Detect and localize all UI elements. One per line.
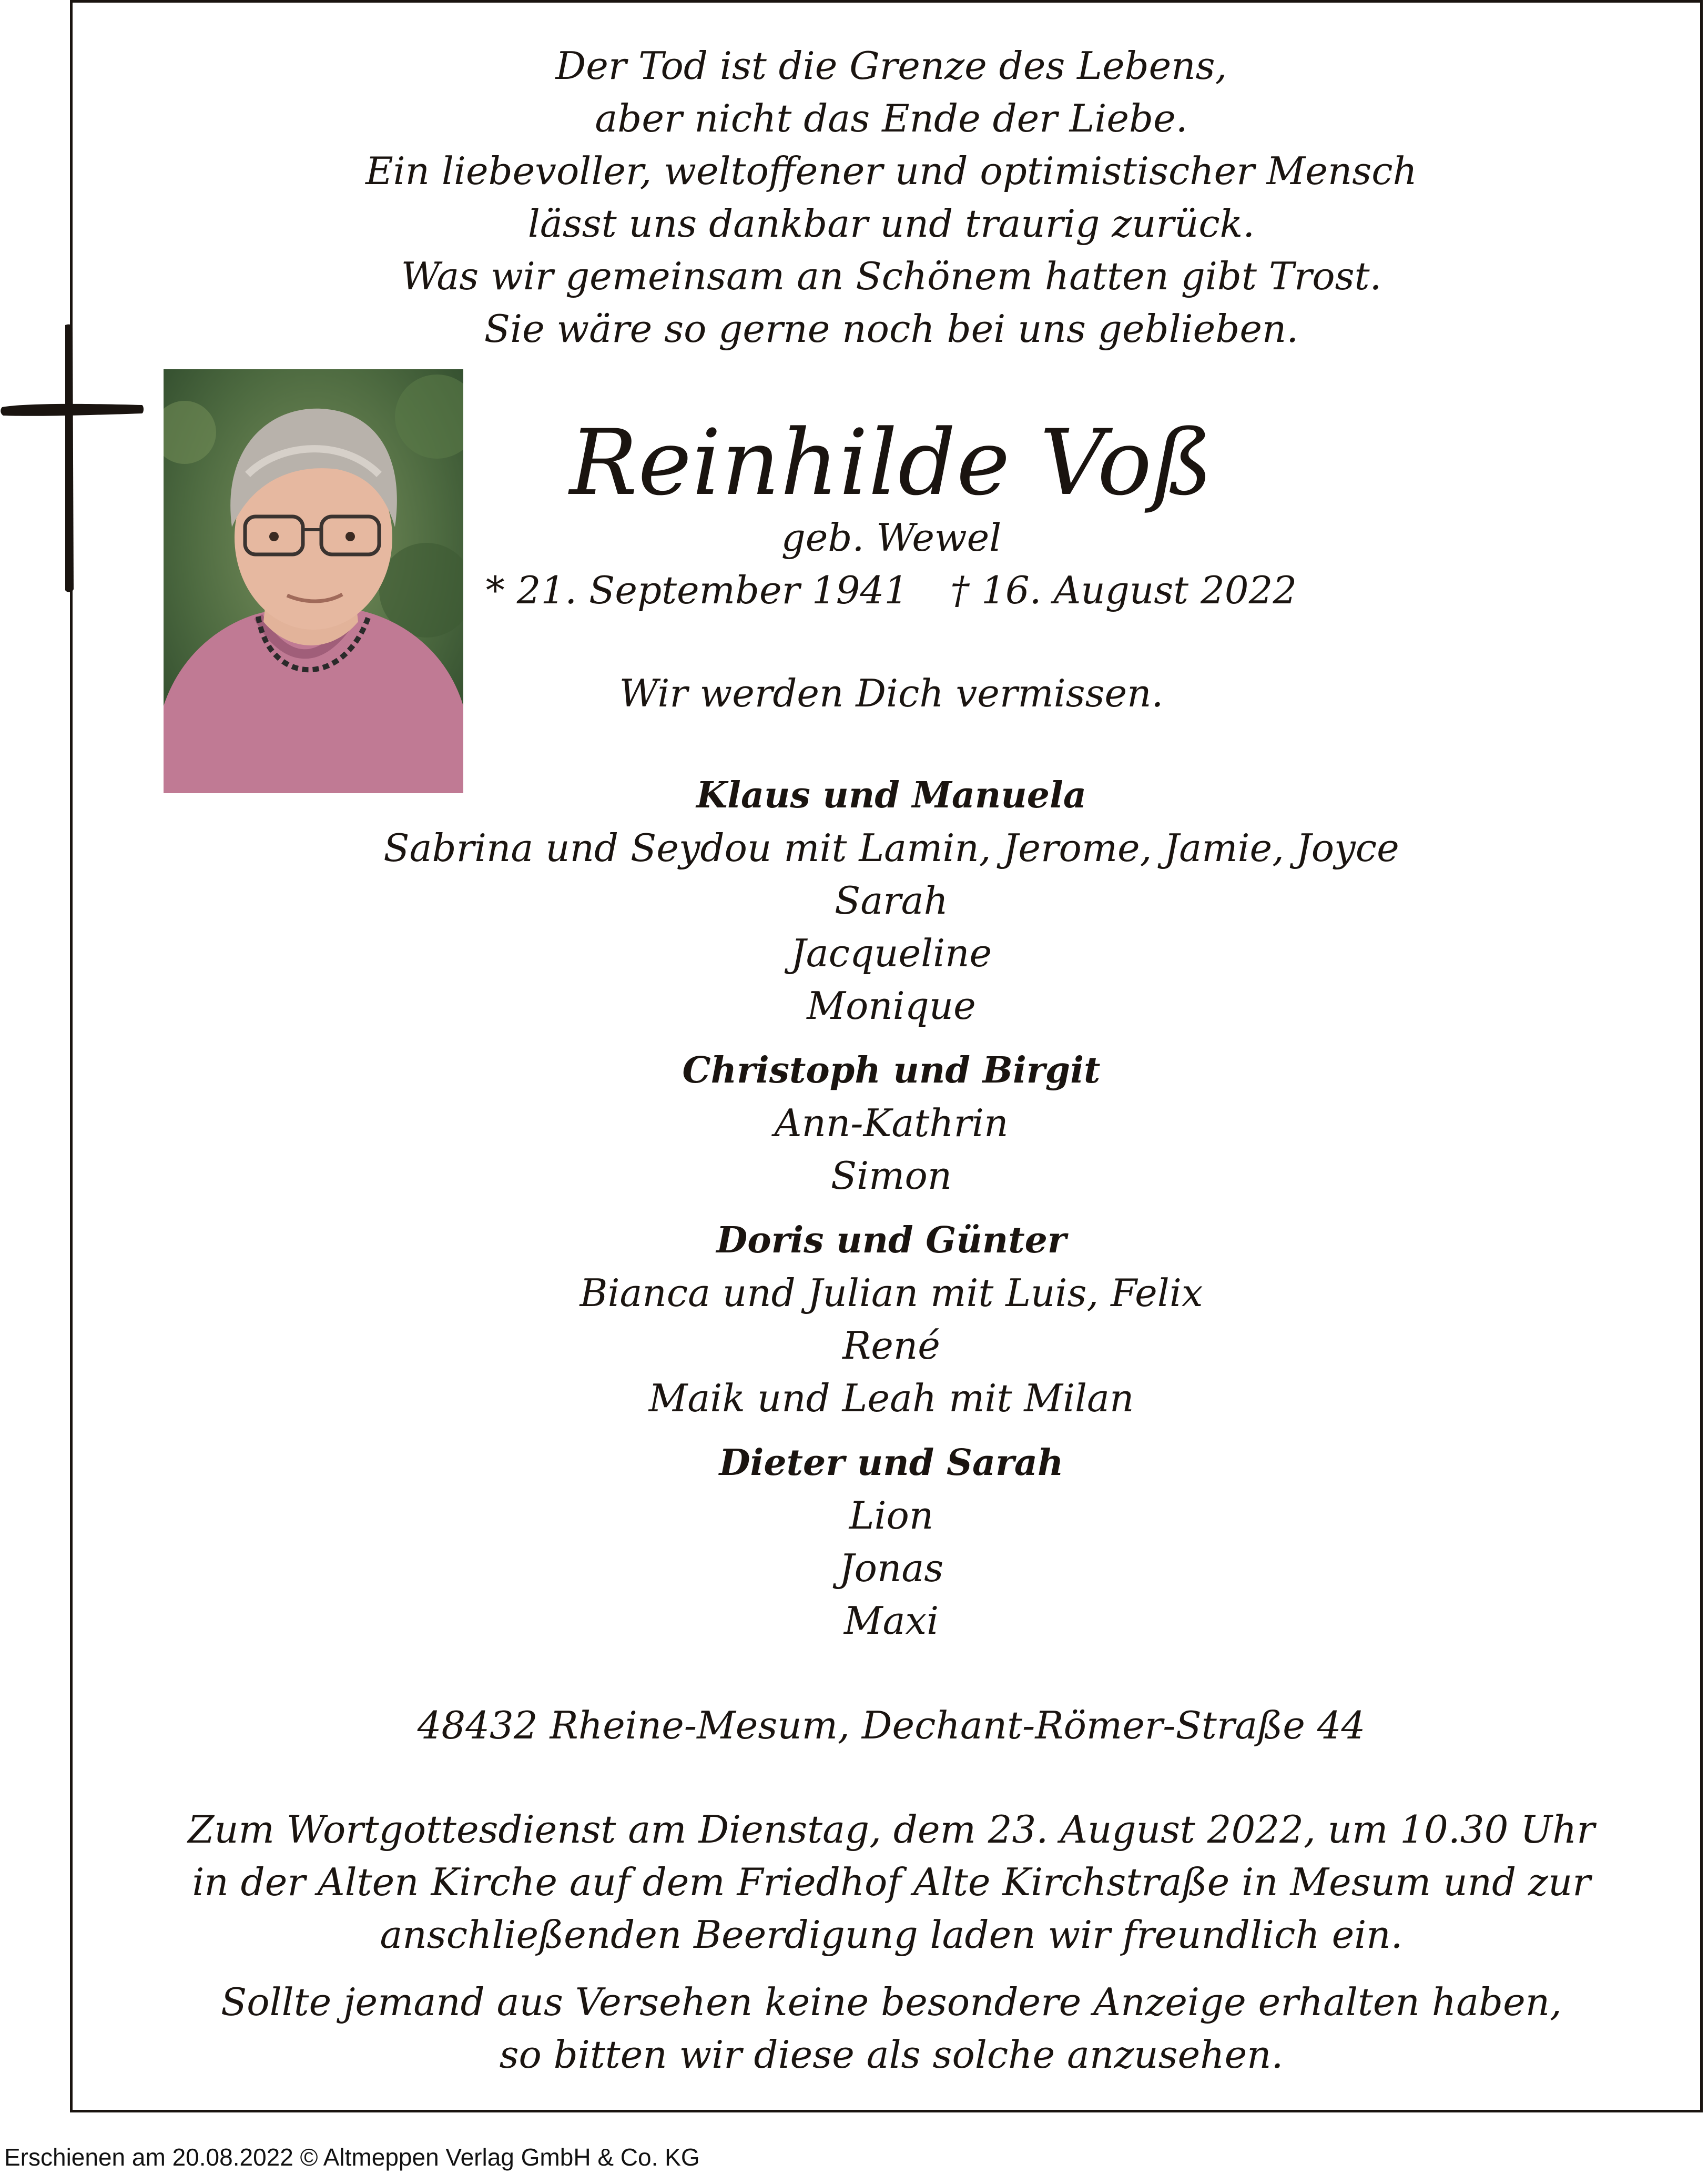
family-member: Jacqueline [790,931,992,975]
address: 48432 Rheine-Mesum, Dechant-Römer-Straße 44 [417,1703,1366,1747]
family-member: Maik und Leah mit Milan [648,1376,1134,1420]
family-member: Monique [807,984,976,1028]
death-date: † 16. August 2022 [950,568,1297,612]
service-line: in der Alten Kirche auf dem Friedhof Alte Kirchstraße in Mesum und zur [192,1860,1591,1904]
motto-line: Der Tod ist die Grenze des Lebens, [555,44,1227,88]
motto-line: Sie wäre so gerne noch bei uns geblieben. [484,307,1299,351]
life-dates [179,564,1604,616]
publication-credit: Erschienen am 20.08.2022 © Altmeppen Verlag GmbH & Co. KG [4,2143,700,2171]
cross-icon [0,316,145,600]
notice-line: so bitten wir diese als solche anzusehen. [499,2033,1284,2077]
family-member: René [842,1323,940,1368]
family-member: Ann-Kathrin [774,1101,1009,1145]
motto-line: Was wir gemeinsam an Schönem hatten gibt Trost. [401,254,1382,298]
obituary-text [179,0,1604,2104]
family-heads: Christoph und Birgit [682,1049,1101,1091]
service-line: Zum Wortgottesdienst am Dienstag, dem 23. August 2022, um 10.30 Uhr [188,1807,1595,1852]
deceased-name: Reinhilde Voß [569,410,1214,515]
family-heads: Doris und Günter [716,1219,1066,1261]
family-member: Jonas [839,1546,944,1590]
family-member: Simon [830,1154,952,1198]
family-member: Bianca und Julian mit Luis, Felix [580,1271,1203,1315]
birth-date: * 21. September 1941 [485,568,909,612]
family-member: Maxi [843,1599,939,1643]
notice-line: Sollte jemand aus Versehen keine besondere Anzeige erhalten haben, [220,1980,1562,2024]
family-member: Lion [849,1493,934,1538]
service-line: anschließenden Beerdigung laden wir freundlich ein. [380,1913,1403,1957]
family-member: Sabrina und Seydou mit Lamin, Jerome, Jamie, Joyce [383,826,1399,870]
motto-line: Ein liebevoller, weltoffener und optimistischer Mensch [365,149,1417,193]
family-heads: Klaus und Manuela [696,774,1086,816]
farewell-line: Wir werden Dich vermissen. [619,671,1164,715]
family-heads: Dieter und Sarah [719,1442,1064,1484]
motto-line: aber nicht das Ende der Liebe. [595,96,1188,140]
birth-name: geb. Wewel [781,515,1002,560]
family-member: Sarah [835,878,948,923]
motto-line: lässt uns dankbar und traurig zurück. [527,201,1255,246]
